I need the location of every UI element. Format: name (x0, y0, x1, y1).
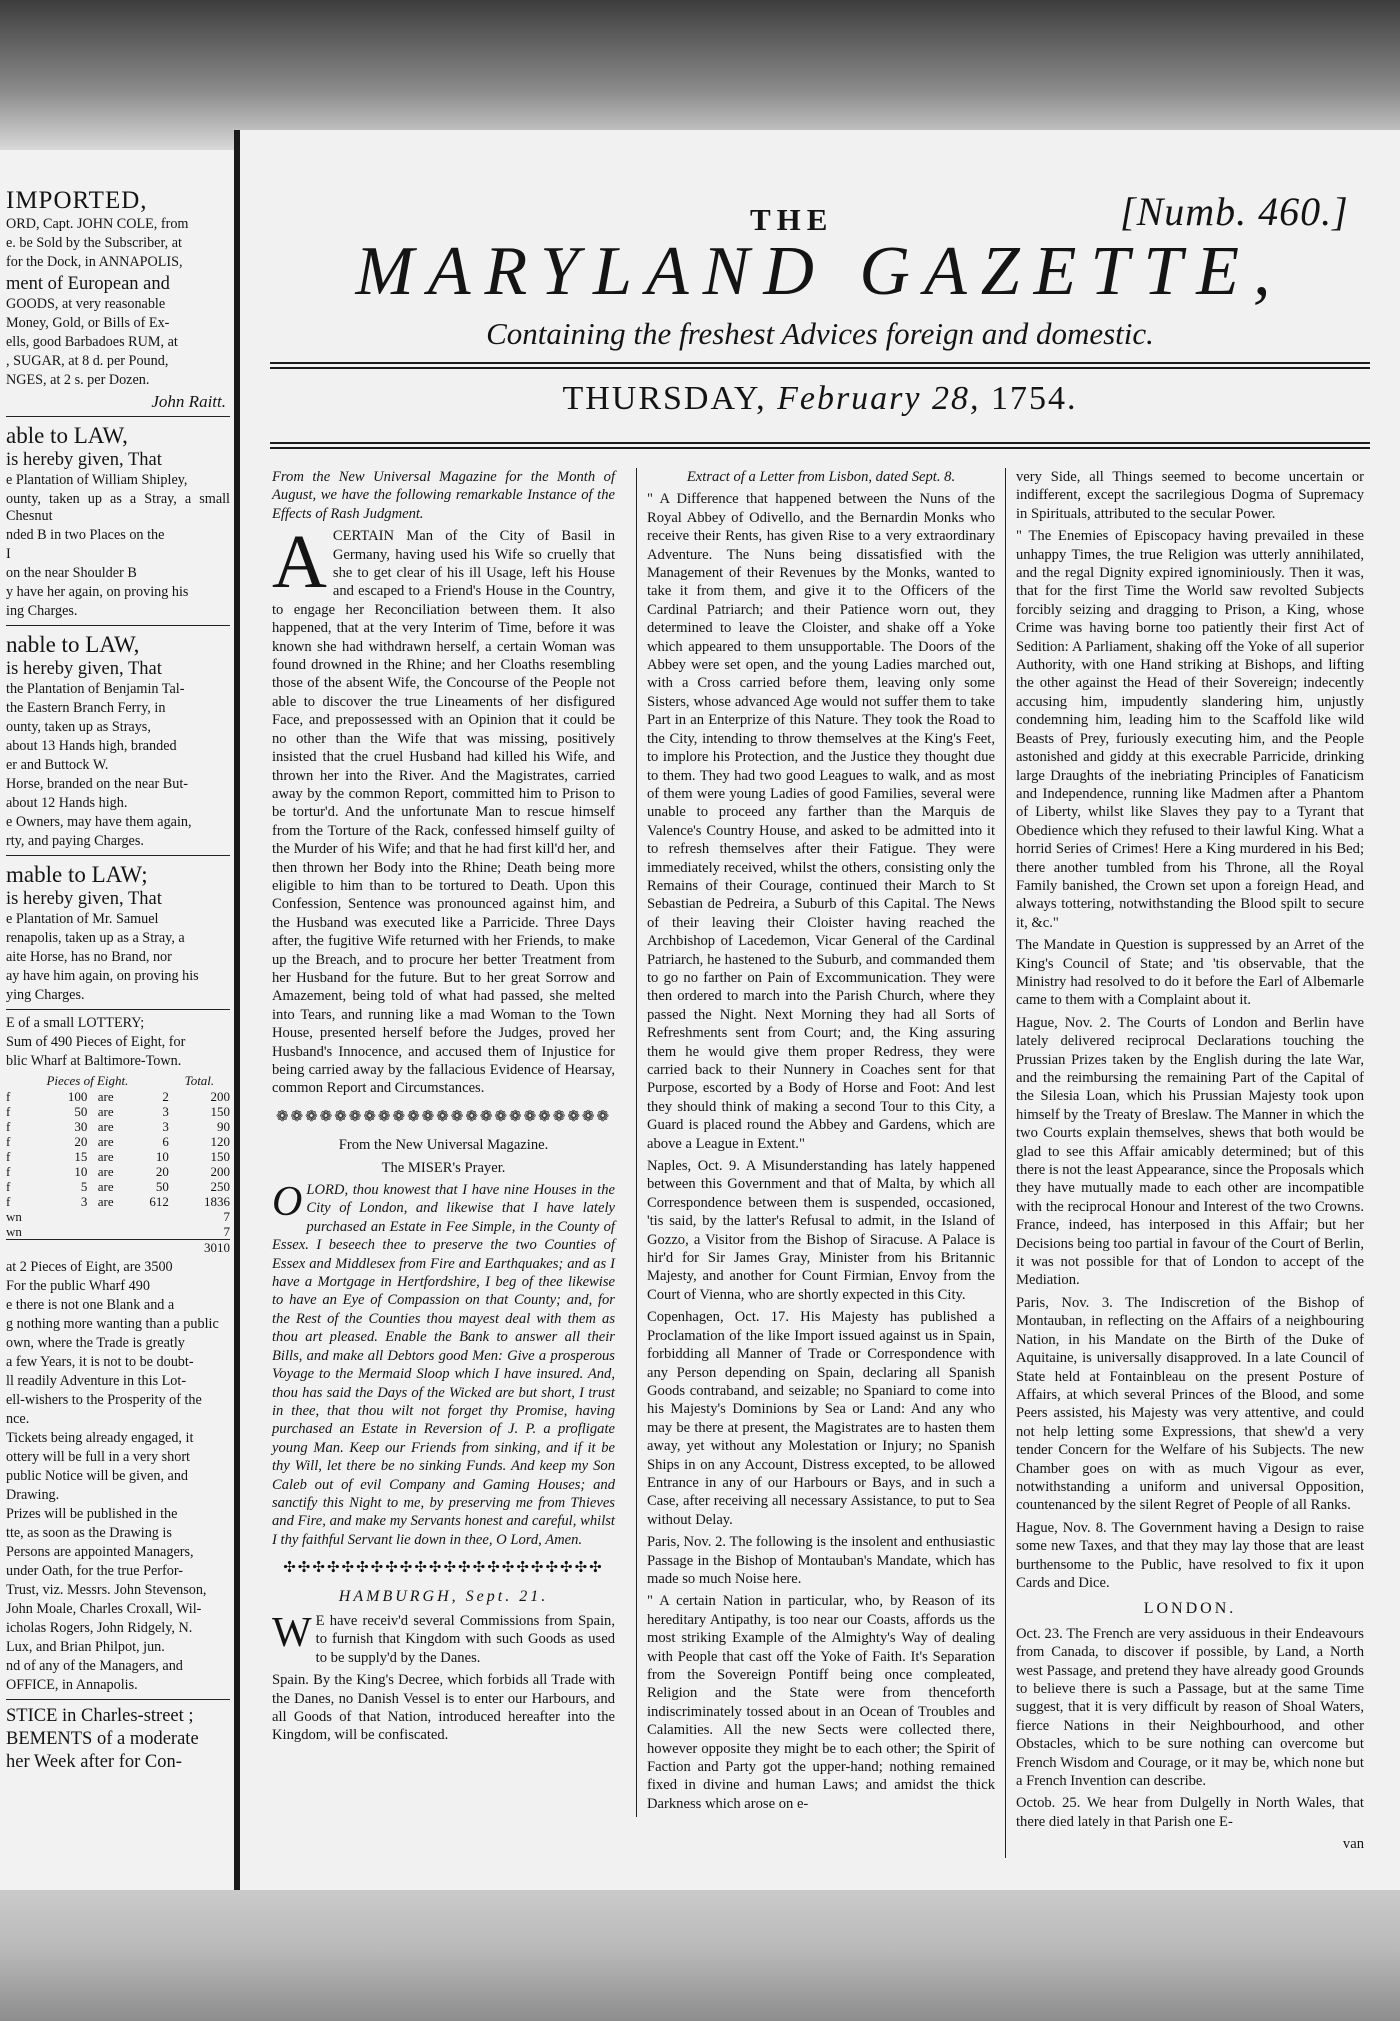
goods-line: , SUGAR, at 8 d. per Pound, (6, 353, 169, 369)
lottery-cell: 7 (223, 1224, 230, 1239)
lottery-cell (43, 1224, 88, 1240)
lottery-cell: f (6, 1194, 11, 1209)
goods-line: GOODS, at very reasonable (6, 296, 166, 312)
lottery-cell: f (6, 1089, 11, 1104)
lottery-cell: 10 (74, 1164, 88, 1179)
lottery-cell: 10 (155, 1149, 169, 1164)
prayer-cap: O (272, 1179, 303, 1226)
lottery-cell: are (97, 1194, 114, 1209)
divider-rule (6, 855, 230, 856)
hague-nov8-text: Hague, Nov. 8. The Government having a Design to raise some new Taxes, and that they may lay those that are least burthensome to the Public, have resolved to fix it upon Cards and Dice. (1016, 1519, 1364, 1591)
lottery-text-line: icholas Rogers, John Ridgely, N. (6, 1620, 193, 1636)
lottery-heading: E of a small LOTTERY; (6, 1015, 145, 1031)
lottery-text-line: nce. (6, 1411, 30, 1427)
lottery-row (6, 1119, 230, 1134)
col3-para-2: " The Enemies of Episcopacy having prevailed in these unhappy Times, the true Religion was utterly annihilated, and the regal Dignity expired ignominiously. Then it was, that for the first Time the World saw revolted Subjects forcibly seizing and dragging to Prison, a King, whose Crime was having borne too patiently their first Act of Sedition: A Parliament, shaking off the Yoke of all superior Authority, with one Hand striking at Bishops, and lifting the other against the Head of their Sovereign; indecently accusing him, impudently slandering him, unjustly condemning him, leading him to the Scaffold like wild Beasts of Prey, furiously executing him, and the People astonished and giddy at this execrable Parricide, drinking large Draughts of the inebriating Principles of Fanaticism and Independence, running like Madmen after a Phantom of Liberty, whilst like Slaves they pay to a Tyrant that Obedience which they refused to their lawful King. What a horrid Series of Crimes! Here a King murdered in his Bed; there another tumbled from his Throne, all the Royal Family banished, the Crown set upon a foreign Head, and always tottering, notwithstanding the Blood spilt to secure it, &c." (1016, 528, 1364, 931)
notice-2-line: the Eastern Branch Ferry, in (6, 700, 166, 716)
lottery-text-line: Drawing. (6, 1487, 60, 1503)
lottery-cell: 200 (210, 1089, 230, 1104)
lottery-text-line: ottery will be full in a very short (6, 1449, 191, 1465)
hamburgh-text: E have receiv'd several Commissions from Spain, to furnish that Kingdom with such Goods as used to be supply'd by the Danes. (315, 1612, 615, 1666)
notice-2-line: Horse, branded on the near But- (6, 776, 189, 792)
lottery-line: Sum of 490 Pieces of Eight, for (6, 1034, 186, 1050)
goods-line: Money, Gold, or Bills of Ex- (6, 315, 170, 331)
goods-line: ells, good Barbadoes RUM, at (6, 334, 178, 350)
paris-text: Paris, Nov. 2. The following is the insolent and enthusiastic Passage in the Bishop of Montauban's Mandate, which has made so much Noise here. (647, 1534, 995, 1587)
lottery-cell: wn (6, 1224, 22, 1239)
story-text: CERTAIN Man of the City of Basil in Germany, having used his Wife so cruelly that she to get clear of his ill Usage, left his House and escaped to a Friend's House in the Country, to engage her Reconciliation between them. It also happened, that at the very Interim of Time, before it was known she had withdrawn herself, a certain Woman was found drowned in the Rhine; and her Cloaths resembling those of the absent Wife, the Concourse of the People not able to discover the true Lineaments of her disfigured Face, and prepossessed with an Opinion that it could be no other than the Wife that was missing, positively insisted that the cruel Husband had killed his Wife, and thrown her into the River. And the Magistrates, carried away by the common Report, committed him to Prison to be tortur'd. And the unfortunate Man to rescue himself from the Torture of the Rack, confessed himself guilty of the Murder of his Wife; and that he had first kill'd her, and then thrown her Body into the Rhine; Death being more eligible to him than to be tortured to Death. Upon this Confession, Sentence was pronounced against him, and the Husband was executed like a Parricide. Three Days after, the fugitive Wife returned with her Friends, to make up the Breach, and to procure her better Treatment from her Husband for the future. But to her great Sorrow and Amazement, being told of what had passed, she melted into Tears, and running like a mad Woman to the Town House, presented herself before the Judges, proved her Husband's Innocence, and accused them of Injustice for being carried away by the fallacious Evidence of Hearsay, common Report and Circumstances. (272, 528, 615, 1097)
lottery-cell: f (6, 1179, 11, 1194)
notice-2-line: about 13 Hands high, branded (6, 738, 177, 754)
lottery-text-line: at 2 Pieces of Eight, are 3500 (6, 1259, 173, 1275)
notice-2-line: ounty, taken up as Strays, (6, 719, 151, 735)
assortment-line: ment of European and (6, 274, 170, 294)
hamburgh-cap: W (272, 1609, 312, 1656)
lottery-cell: are (97, 1149, 114, 1164)
lottery-cell: 20 (155, 1164, 169, 1179)
masthead-the: THE (750, 202, 834, 237)
lottery-cell: 90 (217, 1119, 230, 1134)
column-1 (272, 468, 615, 1749)
lottery-cell: are (97, 1164, 114, 1179)
spain-paragraph: Spain. By the King's Decree, which forbids all Trade with the Danes, no Danish Vessel is to enter our Harbours, and all Goods of that Nation, introduced hereafter into the Kingdom, will be confiscated. (272, 1672, 615, 1744)
lottery-col-header: Pieces of Eight. (46, 1073, 129, 1088)
lottery-text-line: tte, as soon as the Drawing is (6, 1525, 172, 1541)
lottery-cell (43, 1209, 88, 1224)
paris-nov3-text: Paris, Nov. 3. The Indiscretion of the Bishop of Montauban, in reflecting on the Affairs of a neighbouring Nation, in his Mandate on the Birth of the Duke of Aquitaine, is universally disapproved. In a late Council of State held at Fontainbleau on the present Posture of Affairs, at which several Princes of the Blood, and some Peers assisted, his Majesty was very attentive, and could not help letting some Expressions, that shew'd a very tender Concern for the Welfare of his Subjects. The new Chamber goes on with as much Vigour as ever, notwithstanding a uniform and universal Opposition, countenanced by the silent Regret of People of all Ranks. (1016, 1294, 1364, 1514)
lottery-cell: 50 (74, 1104, 88, 1119)
lottery-cell (124, 1209, 169, 1224)
notice-1-line: nded B in two Places on the (6, 527, 165, 543)
article-intro: From the New Universal Magazine for the Month of August, we have the following remarkable Instance of the Effects of Rash Judgment. (272, 469, 615, 522)
column-3 (1005, 468, 1364, 1858)
masthead-rule-top-2 (270, 367, 1370, 369)
dateline (270, 380, 1370, 418)
col3-para-1: very Side, all Things seemed to become uncertain or indifferent, except the sacrilegious Dogma of Supremacy in Spirituals, attributed to the secular Power. (1016, 469, 1364, 522)
bottom-notice-line: STICE in Charles-street ; (6, 1706, 194, 1726)
lottery-cell: 3 (162, 1104, 169, 1119)
lottery-cell (87, 1209, 124, 1224)
lottery-row (6, 1224, 230, 1240)
lottery-row (6, 1089, 230, 1104)
divider-rule (6, 625, 230, 626)
mandate-text: " A certain Nation in particular, who, by Reason of its hereditary Antipathy, is too near our Coasts, affords us the most striking Example of the Almighty's Way of dealing with People that cast off the Yoke of Faith. It's Separation from the Sovereign Pontiff being once compleated, Religion and the State were from thenceforth indiscriminately tossed about in an Ocean of Troubles and Calamities. All the new Sects were collected there, however opposite they might be to each other; the Spirit of Faction and Party got the upper-hand; nothing remained fixed in divine and human Laws; and amidst the thick Darkness which arose on e- (647, 1593, 995, 1812)
ornament-divider-2: ✣✣✣✣✣✣✣✣✣✣✣✣✣✣✣✣✣✣✣✣✣✣ (283, 1560, 604, 1577)
source-line: From the New Universal Magazine. (338, 1137, 549, 1154)
london-oct25-text: Octob. 25. We hear from Dulgelly in North Wales, that there died lately in that Parish one E- (1016, 1795, 1364, 1830)
lottery-header-row (6, 1072, 230, 1089)
dateline-day: THURSDAY, (562, 380, 767, 417)
imported-line: for the Dock, in ANNAPOLIS, (6, 254, 183, 270)
notice-1-line: on the near Shoulder B (6, 565, 137, 581)
newspaper-page (234, 130, 1400, 1890)
lottery-cell: are (97, 1179, 114, 1194)
notice-3-subheading: is hereby given, That (6, 889, 162, 909)
lottery-cell: 3 (162, 1119, 169, 1134)
lottery-cell: 200 (210, 1164, 230, 1179)
london-heading: LONDON. (1143, 1600, 1237, 1618)
prayer-title: The MISER's Prayer. (381, 1159, 506, 1176)
notice-3-line: ying Charges. (6, 987, 85, 1003)
lottery-cell: are (97, 1104, 114, 1119)
drop-cap: A (272, 520, 327, 605)
signature: John Raitt. (151, 392, 226, 411)
hamburgh-dateline: HAMBURGH, Sept. 21. (338, 1587, 549, 1605)
goods-line: NGES, at 2 s. per Dozen. (6, 372, 150, 388)
notice-3-heading: mable to LAW; (6, 862, 148, 887)
lottery-cell: 150 (210, 1104, 230, 1119)
lottery-text-line: own, where the Trade is greatly (6, 1335, 185, 1351)
previous-page-fragment (0, 150, 242, 1890)
lottery-row (6, 1209, 230, 1224)
lottery-total: 3010 (6, 1240, 230, 1256)
lottery-text-line: a few Years, it is not to be doubt- (6, 1354, 194, 1370)
col3-para-3: The Mandate in Question is suppressed by an Arret of the King's Council of State; and 'tis observable, that the Ministry had resolved to do it before the Earl of Albemarle came to them with a Complaint about it. (1016, 937, 1364, 1009)
lottery-table (6, 1072, 230, 1255)
notice-1-line: e Plantation of William Shipley, (6, 472, 188, 488)
notice-1-line: y have her again, on proving his (6, 584, 189, 600)
issue-number: [Numb. 460.] (1120, 189, 1349, 234)
masthead-title: MARYLAND GAZETTE, (355, 233, 1285, 310)
lottery-cell: f (6, 1104, 11, 1119)
lottery-text-line: Trust, viz. Messrs. John Stevenson, (6, 1582, 207, 1598)
notice-2-subheading: is hereby given, That (6, 659, 162, 679)
masthead-subtitle: Containing the freshest Advices foreign and domestic. (486, 316, 1154, 351)
bottom-notice-line: BEMENTS of a moderate (6, 1729, 199, 1749)
dateline-rule (270, 442, 1370, 444)
lottery-cell: 250 (210, 1179, 230, 1194)
notice-1-line: I (6, 546, 11, 562)
lottery-row (6, 1134, 230, 1149)
imported-line: ORD, Capt. JOHN COLE, from (6, 216, 189, 232)
bottom-notice-line: her Week after for Con- (6, 1752, 182, 1772)
lottery-cell: 120 (210, 1134, 230, 1149)
lottery-cell: 150 (210, 1149, 230, 1164)
lottery-text-line: e there is not one Blank and a (6, 1297, 175, 1313)
divider-rule (6, 1009, 230, 1010)
notice-3-line: aite Horse, has no Brand, nor (6, 949, 172, 965)
ornament-divider: ❁❁❁❁❁❁❁❁❁❁❁❁❁❁❁❁❁❁❁❁❁❁❁ (275, 1108, 612, 1125)
lottery-cell: 20 (74, 1134, 88, 1149)
dateline-year: 1754. (991, 380, 1078, 417)
divider-rule (6, 1699, 230, 1700)
prayer-text-block (272, 1181, 615, 1549)
lottery-cell: 6 (162, 1134, 169, 1149)
lottery-text-line: Persons are appointed Managers, (6, 1544, 194, 1560)
lottery-cell: are (97, 1134, 114, 1149)
lottery-text-line: public Notice will be given, and (6, 1468, 189, 1484)
lottery-text-line: Lux, and Brian Philpot, jun. (6, 1639, 165, 1655)
lottery-cell: 3 (80, 1194, 88, 1209)
lottery-cell: are (97, 1089, 114, 1104)
notice-1-line: ounty, taken up as a Stray, a small Chesnut (6, 491, 230, 524)
lottery-cell (124, 1224, 169, 1240)
lottery-cell: 30 (74, 1119, 88, 1134)
lisbon-text: " A Difference that happened between the Nuns of the Royal Abbey of Odivello, and the Bernardin Monks who receive their Rents, has given Rise to a very extraordinary Adventure. The Nuns being dissatisfied with the Management of their Revenues by the Monks, wanted to take it from them, and give it to the Officers of the Cardinal Patriarch; and their Patience worn out, they determined to leave the Cloister, and shake off a Yoke which appeared to them unsupportable. The Doors of the Abbey were set open, and the young Ladies marched out, with a Cross carried before them, leaving only some Sisters, whose advanced Age would not suffer them to take Part in an Enterprize of this Nature. They took the Road to the City, intending to throw themselves at the King's Feet, to implore his Protection, and the Justice they thought due to them. They had two good Leagues to walk, and as most of them were young Ladies of good Families, several were unable to proceed any farther than the Marquis de Valence's Country House, and asked to be admitted into it to refresh themselves after their Fatigue. They were immediately received, whilst the others, consisting only the Remains of their Courage, continued their March to St Sebastian de Pedreira, a Suburb of this Capital. The News of their leaving their Cloister having reached the Archbishop of Lacedemon, Vicar General of the Cardinal Patriarch, he hastened to the Suburb, and commanded them to go no farther on Pain of Excommunication. They were then ordered to march into the Parish Church, where they passed the Night. Next Morning they had all Sorts of Refreshments sent from Court; and, the King assuring them he would give them proper Redress, they were carried back to their Nunnery in Coaches sent for that Purpose, escorted by a Body of Horse and Foot: And lest they should think of making a second Tour to this City, a Guard is placed round the Abbey and Gardens, which are above a League in Extent." (647, 491, 995, 1152)
lottery-row (6, 1164, 230, 1179)
divider-rule (6, 416, 230, 417)
article-story (272, 520, 615, 1098)
imported-line: e. be Sold by the Subscriber, at (6, 235, 182, 251)
lottery-text-line: John Moale, Charles Croxall, Wil- (6, 1601, 202, 1617)
lottery-cell: 612 (149, 1194, 169, 1209)
lisbon-heading: Extract of a Letter from Lisbon, dated Sept. 8. (686, 469, 956, 485)
lottery-total-row (6, 1240, 230, 1256)
lottery-text-line: nd of any of the Managers, and (6, 1658, 183, 1674)
lottery-cell: 1836 (204, 1194, 230, 1209)
lottery-row (6, 1179, 230, 1194)
dateline-date: February 28, (777, 380, 981, 417)
notice-1-heading: able to LAW, (6, 423, 128, 448)
lottery-text-line: For the public Wharf 490 (6, 1278, 150, 1294)
dateline-rule-2 (270, 447, 1370, 449)
lottery-row (6, 1104, 230, 1119)
lottery-cell: 7 (223, 1209, 230, 1224)
naples-text: Naples, Oct. 9. A Misunderstanding has lately happened between this Government and that of Malta, by which all Correspondence between them is suspended, occasioned, 'tis said, by the latter's Refusal to admit, in the Island of Gozzo, a Visitor from the Bishop of Siracuse. A Palace is hir'd for Sir James Gray, Minister from his Britannic Majesty, and another for Count Firmian, Envoy from the Court of Vienna, who are shortly expected in this City. (647, 1158, 995, 1303)
lottery-text-line: OFFICE, in Annapolis. (6, 1677, 138, 1693)
lottery-cell: are (97, 1119, 114, 1134)
lottery-cell: f (6, 1119, 11, 1134)
notice-1-line: ing Charges. (6, 603, 78, 619)
notice-2-line: the Plantation of Benjamin Tal- (6, 681, 185, 697)
lottery-row (6, 1194, 230, 1209)
lottery-cell: f (6, 1164, 11, 1179)
notice-3-line: ay have him again, on proving his (6, 968, 199, 984)
notice-3-line: renapolis, taken up as a Stray, a (6, 930, 185, 946)
lottery-cell: 100 (67, 1089, 88, 1104)
london-oct23-text: Oct. 23. The French are very assiduous in their Endeavours from Canada, to discover if possible, by Land, a North west Passage, and pretend they have already good Grounds to believe there is such a Passage, but at the same Time suggest, that it is very difficult by reason of Shoal Waters, fierce Nations in their Neighbourhood, and other Obstacles, which to be sure nothing can overcome but French Wisdom and Courage, or it may be, which none but a French Invention can describe. (1016, 1625, 1364, 1790)
lottery-cell: wn (6, 1209, 22, 1224)
notice-1-subheading: is hereby given, That (6, 450, 162, 470)
notice-2-heading: nable to LAW, (6, 632, 140, 657)
lottery-text-line: Tickets being already engaged, it (6, 1430, 194, 1446)
notice-2-line: er and Buttock W. (6, 757, 109, 773)
lottery-cell: 15 (74, 1149, 88, 1164)
lottery-col-header: Total. (184, 1073, 215, 1088)
lottery-cell (87, 1224, 124, 1240)
catchword: van (1342, 1836, 1364, 1853)
lottery-cell: f (6, 1149, 11, 1164)
lottery-cell: 5 (80, 1179, 88, 1194)
notice-2-line: rty, and paying Charges. (6, 833, 144, 849)
prayer-text: LORD, thou knowest that I have nine Houses in the City of London, and likewise that I have lately purchased an Estate in Fee Simple, in the County of Essex. I beseech thee to preserve the two Counties of Essex and Middlesex from Fire and Earthquakes; and as I have a Mortgage in Hertfordshire, I beg of thee likewise to have an Eye of Compassion on that County; and, for the Rest of the Counties thou mayest deal with them as thou art pleased. Enable the Bank to answer all their Bills, and make all Debtors good Men: Give a prosperous Voyage to the Mermaid Sloop which I have insured. And, thou has said the Days of the Wicked are but short, I trust in thee, that thou wilt not forget thy Promise, having purchased an Estate in Reversion of J. P. a profligate young Man. Keep our Friends from sinking, and if it be thy Will, let there be no sinking Funds. And keep my Son Caleb out of evil Company and Gaming Houses; and sanctify this Night to me, by preserving me from Thieves and Fire, and make my Servants honest and careful, whilst I thy faithful Servant lie down in thee, O Lord, Amen. (272, 1182, 615, 1548)
imported-title: IMPORTED, (6, 187, 148, 214)
column-2 (636, 468, 995, 1817)
notice-3-line: e Plantation of Mr. Samuel (6, 911, 159, 927)
hague-text: Hague, Nov. 2. The Courts of London and Berlin have lately delivered reciprocal Declarations touching the Prussian Prizes taken by the English during the late War, and the reimbursing the remaining Part of the Capital of the Silesia Loan, which his Prussian Majesty took upon himself by the Treaty of Breslaw. The Manner in which the two Courts explain themselves, shews that both would be glad to see this Affair amicably determined; but of this there is not the least Appearance, since the Proposals which they have mutually made to each other are incompatible with the reciprocal Honour and Interest of the two Crowns. France, indeed, has interposed in this Affair; but her Decisions being too partial in favour of the Court of Berlin, it was not possible for that of London to accept of the Mediation. (1016, 1014, 1364, 1289)
lottery-cell: 2 (162, 1089, 169, 1104)
lottery-cell: 50 (155, 1179, 169, 1194)
lottery-cell: f (6, 1134, 11, 1149)
lottery-text-line: ell-wishers to the Prosperity of the (6, 1392, 202, 1408)
masthead-rule-top (270, 362, 1370, 364)
lottery-text-line: g nothing more wanting than a public (6, 1316, 219, 1332)
hamburgh-text-block (272, 1609, 615, 1667)
lottery-line: blic Wharf at Baltimore-Town. (6, 1053, 182, 1069)
lottery-text-line: under Oath, for the true Perfor- (6, 1563, 183, 1579)
lottery-row (6, 1149, 230, 1164)
copenhagen-text: Copenhagen, Oct. 17. His Majesty has published a Proclamation of the like Import issued against us in Spain, forbidding all Manner of Trade or Correspondence with any Person depending on Spain, declaring all Spanish Goods contraband, and seizable; no Spaniard to come into his Majesty's Dominions by Sea or Land: And any who may be there at present, the Magistrates are to hasten them away, yet without any Molestation or Injury; no Spanish Ships in on any Account, Distress excepted, to be allowed Entrance in any of our Harbours or Bays, and in such a Case, after receiving all necessary Assistance, to put to Sea without Delay. (647, 1309, 995, 1528)
notice-2-line: e Owners, may have them again, (6, 814, 192, 830)
notice-2-line: about 12 Hands high. (6, 795, 128, 811)
lottery-text-line: Prizes will be published in the (6, 1506, 178, 1522)
lottery-text-line: ll readily Adventure in this Lot- (6, 1373, 187, 1389)
